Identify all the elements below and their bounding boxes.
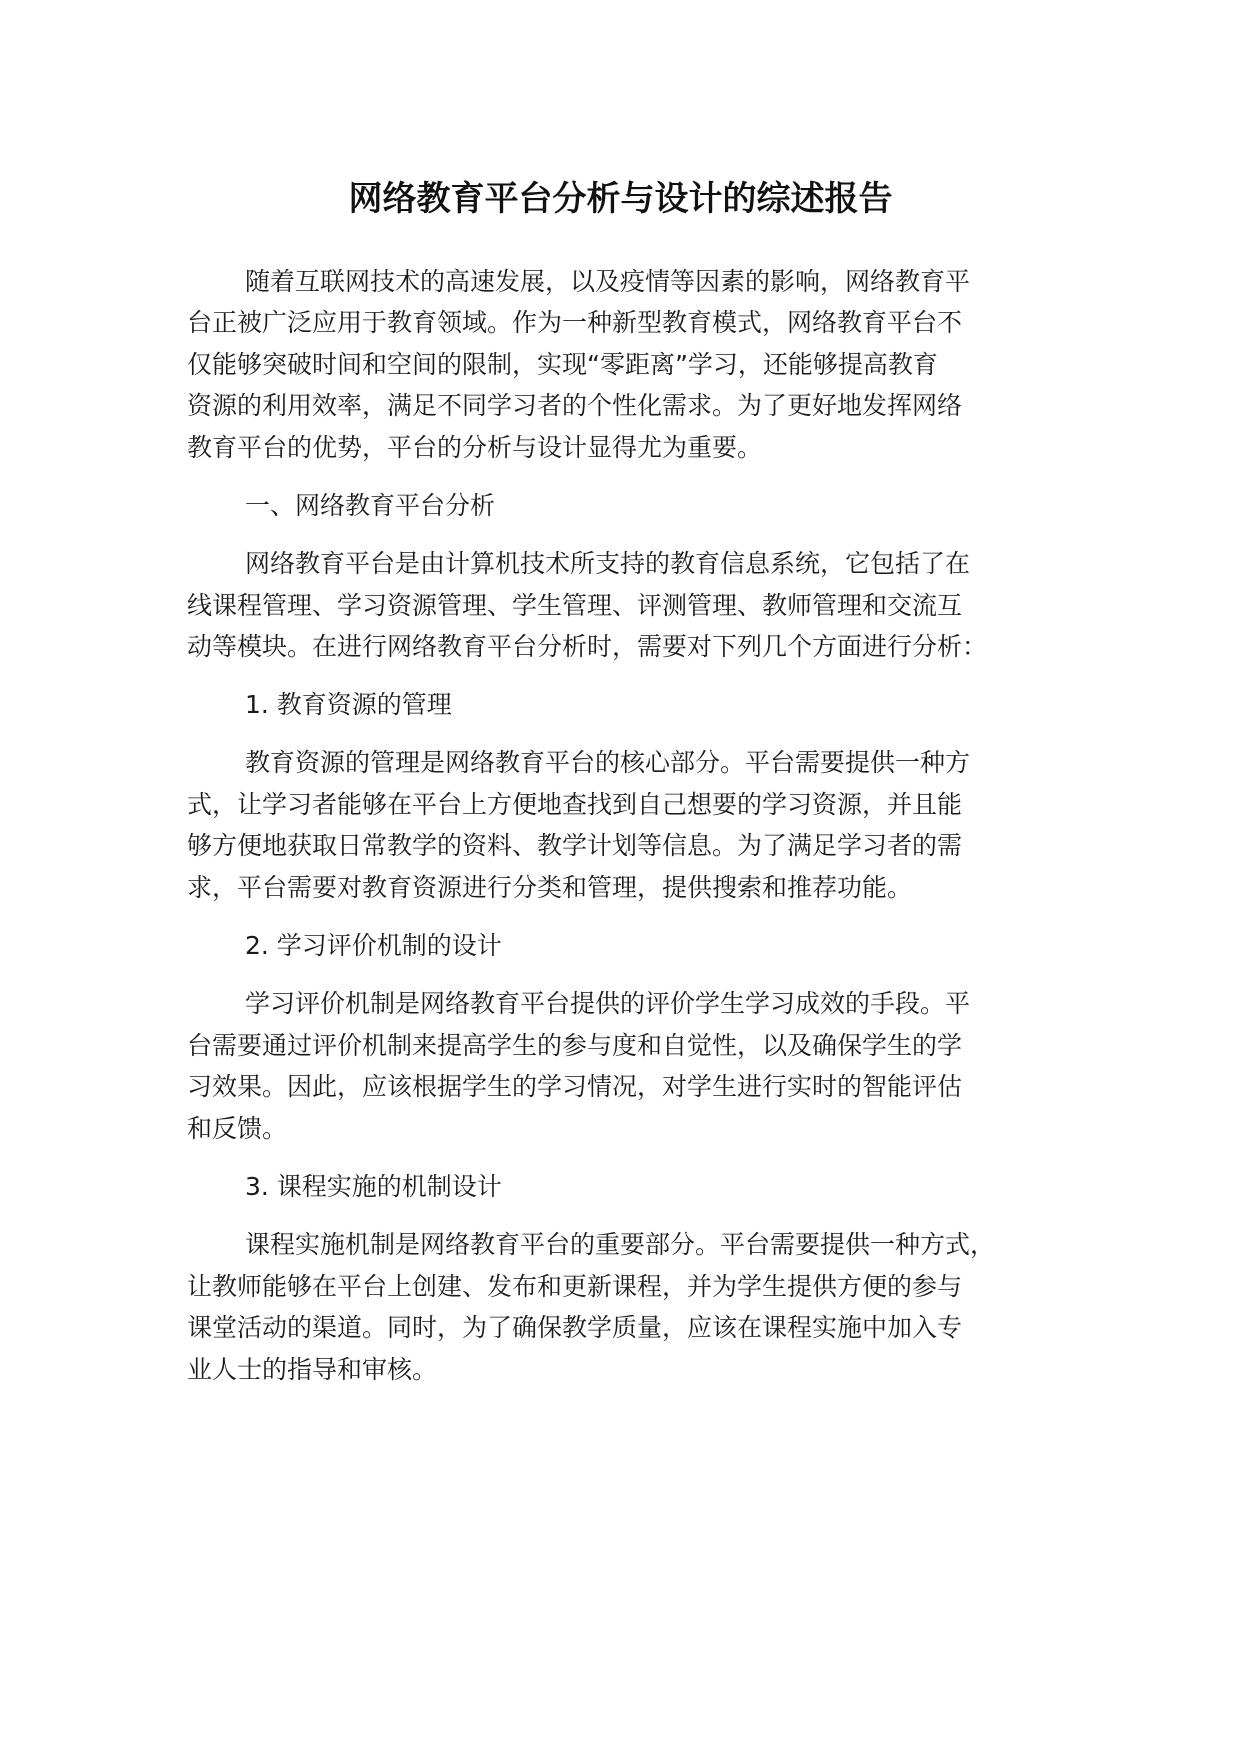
item-line: 式，让学习者能够在平台上方便地查找到自己想要的学习资源，并且能 (187, 790, 963, 819)
item-line: 台需要通过评价机制来提高学生的参与度和自觉性，以及确保学生的学 (187, 1031, 963, 1060)
item-heading: 1. 教育资源的管理 (245, 690, 452, 719)
item-heading: 2. 学习评价机制的设计 (245, 931, 502, 960)
section-heading: 一、网络教育平台分析 (245, 491, 496, 520)
section-line: 网络教育平台是由计算机技术所支持的教育信息系统，它包括了在 (245, 549, 971, 578)
document-title: 网络教育平台分析与设计的综述报告 (348, 179, 893, 219)
item-line: 让教师能够在平台上创建、发布和更新课程，并为学生提供方便的参与 (187, 1272, 963, 1301)
item-line: 习效果。因此，应该根据学生的学习情况，对学生进行实时的智能评估 (187, 1072, 963, 1101)
item-line: 课程实施机制是网络教育平台的重要部分。平台需要提供一种方式， (245, 1230, 996, 1259)
item-line: 课堂活动的渠道。同时，为了确保教学质量，应该在课程实施中加入专 (187, 1313, 963, 1342)
intro-line: 资源的利用效率，满足不同学习者的个性化需求。为了更好地发挥网络 (187, 391, 963, 420)
item-line: 求，平台需要对教育资源进行分类和管理，提供搜索和推荐功能。 (187, 873, 913, 902)
section-line: 动等模块。在进行网络教育平台分析时，需要对下列几个方面进行分析： (187, 632, 988, 661)
item-heading: 3. 课程实施的机制设计 (245, 1172, 502, 1201)
intro-line: 教育平台的优势，平台的分析与设计显得尤为重要。 (187, 433, 763, 462)
intro-line: 台正被广泛应用于教育领域。作为一种新型教育模式，网络教育平台不 (187, 308, 963, 337)
item-line: 学习评价机制是网络教育平台提供的评价学生学习成效的手段。平 (245, 989, 971, 1018)
section-line: 线课程管理、学习资源管理、学生管理、评测管理、教师管理和交流互 (187, 591, 963, 620)
item-line: 够方便地获取日常教学的资料、教学计划等信息。为了满足学习者的需 (187, 831, 963, 860)
intro-line: 仅能够突破时间和空间的限制，实现“零距离”学习，还能够提高教育 (187, 350, 938, 379)
item-line: 教育资源的管理是网络教育平台的核心部分。平台需要提供一种方 (245, 748, 971, 777)
intro-line: 随着互联网技术的高速发展，以及疫情等因素的影响，网络教育平 (245, 267, 971, 296)
item-line: 业人士的指导和审核。 (187, 1355, 438, 1384)
item-line: 和反馈。 (187, 1114, 288, 1143)
